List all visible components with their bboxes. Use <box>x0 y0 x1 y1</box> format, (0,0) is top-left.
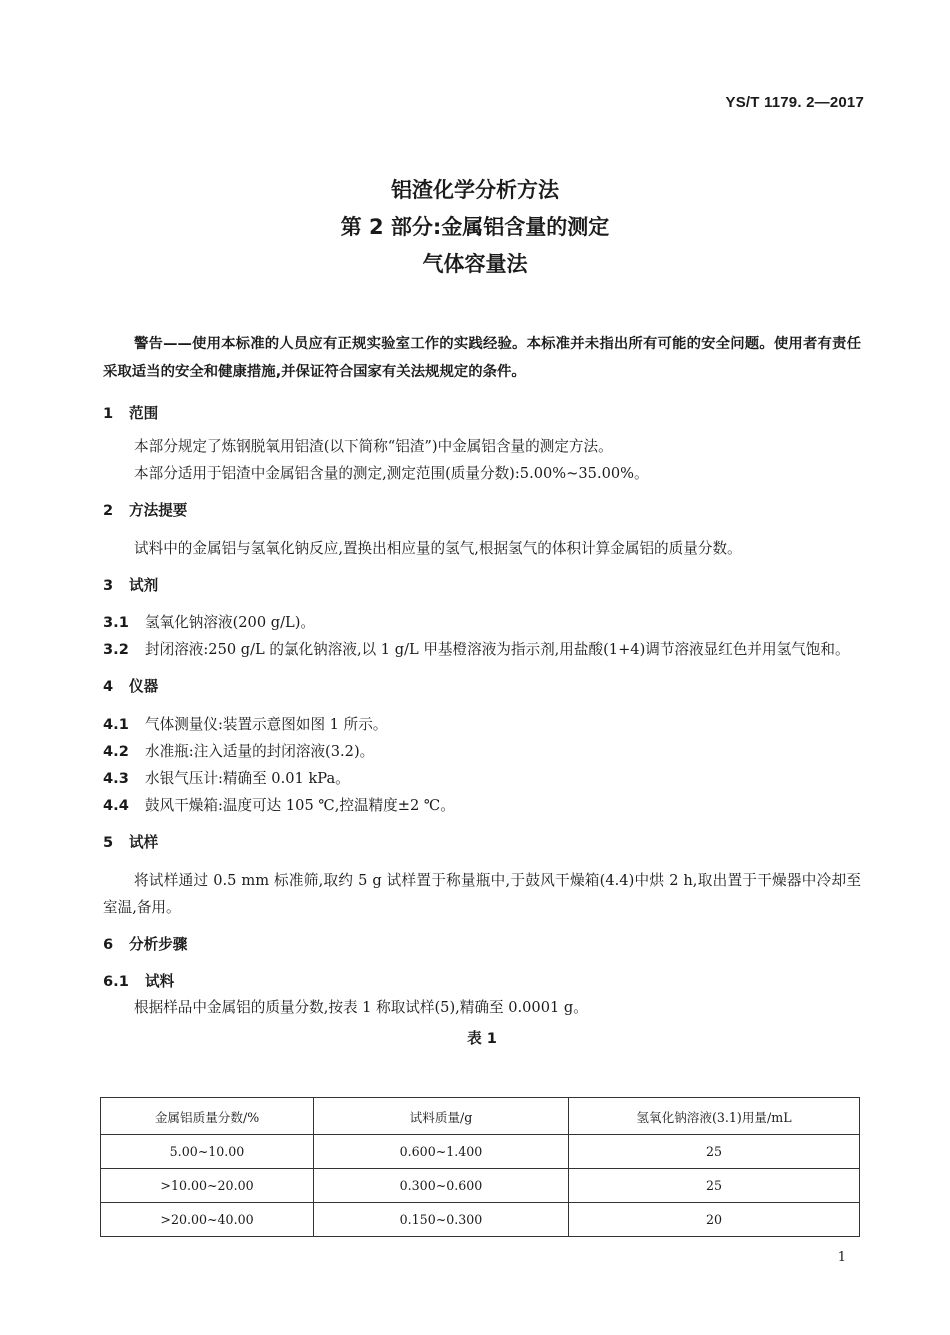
subsection-title: 试料 <box>145 973 175 990</box>
section-title: 分析步骤 <box>129 936 188 953</box>
item-4-3 <box>103 765 861 792</box>
subsection-number: 6.1 <box>103 973 129 990</box>
table-caption: 表 1 <box>467 1030 497 1047</box>
section-number: 4 <box>103 678 114 695</box>
item-3-2 <box>103 636 861 663</box>
item-4-2 <box>103 738 861 765</box>
table-cell: >10.00~20.00 <box>101 1169 314 1203</box>
table-cell: 0.150~0.300 <box>314 1203 569 1237</box>
standard-number: YS/T 1179. 2—2017 <box>725 94 864 111</box>
section-number: 1 <box>103 405 114 422</box>
item-number: 4.4 <box>103 797 129 814</box>
item-text: 水准瓶:注入适量的封闭溶液(3.2)。 <box>145 743 375 760</box>
section-1-paragraph-1: 本部分规定了炼钢脱氧用铝渣(以下简称“铝渣”)中金属铝含量的测定方法。 <box>134 438 613 455</box>
section-1-heading <box>103 404 861 424</box>
item-4-1 <box>103 711 861 738</box>
document-body <box>103 330 861 1048</box>
table-1 <box>100 1097 860 1237</box>
item-text: 封闭溶液:250 g/L 的氯化钠溶液,以 1 g/L 甲基橙溶液为指示剂,用盐酸(1+4)调节溶液显红色并用氢气饱和。 <box>145 641 850 658</box>
section-3-heading <box>103 576 861 596</box>
section-6-1-paragraph: 根据样品中金属铝的质量分数,按表 1 称取试样(5),精确至 0.0001 g。 <box>134 999 588 1016</box>
section-number: 6 <box>103 936 114 953</box>
section-4-heading <box>103 677 861 697</box>
page-number: 1 <box>837 1250 846 1265</box>
item-number: 3.1 <box>103 614 129 631</box>
table-cell: 20 <box>569 1203 860 1237</box>
item-text: 气体测量仪:装置示意图如图 1 所示。 <box>145 716 388 733</box>
header-cell: 金属铝质量分数/% <box>101 1098 314 1135</box>
section-6-heading <box>103 935 861 955</box>
item-text: 鼓风干燥箱:温度可达 105 ℃,控温精度±2 ℃。 <box>145 797 455 814</box>
table-cell: 25 <box>569 1169 860 1203</box>
item-number: 4.1 <box>103 716 129 733</box>
table-header-row <box>101 1098 860 1135</box>
section-5-paragraph: 将试样通过 0.5 mm 标准筛,取约 5 g 试样置于称量瓶中,于鼓风干燥箱(4.4)中烘 2 h,取出置于干燥器中冷却至室温,备用。 <box>103 872 861 916</box>
section-2-heading <box>103 501 861 521</box>
item-text: 氢氧化钠溶液(200 g/L)。 <box>145 614 315 631</box>
section-5-heading <box>103 833 861 853</box>
section-title: 方法提要 <box>129 502 188 519</box>
table-row <box>101 1135 860 1169</box>
title-line-3: 气体容量法 <box>422 252 528 276</box>
table-cell: 5.00~10.00 <box>101 1135 314 1169</box>
subsection-6-1-heading <box>103 972 861 992</box>
table-row <box>101 1169 860 1203</box>
header-cell: 氢氧化钠溶液(3.1)用量/mL <box>569 1098 860 1135</box>
section-number: 2 <box>103 502 114 519</box>
item-number: 4.2 <box>103 743 129 760</box>
section-title: 范围 <box>129 405 159 422</box>
table-cell: 0.300~0.600 <box>314 1169 569 1203</box>
item-number: 4.3 <box>103 770 129 787</box>
table-cell: 0.600~1.400 <box>314 1135 569 1169</box>
document-title <box>0 172 950 283</box>
header-cell: 试料质量/g <box>314 1098 569 1135</box>
warning-paragraph: 警告——使用本标准的人员应有正规实验室工作的实践经验。本标准并未指出所有可能的安全问题。使用者有责任采取适当的安全和健康措施,并保证符合国家有关法规规定的条件。 <box>103 336 861 380</box>
table-cell: 25 <box>569 1135 860 1169</box>
table-cell: >20.00~40.00 <box>101 1203 314 1237</box>
section-1-paragraph-2: 本部分适用于铝渣中金属铝含量的测定,测定范围(质量分数):5.00%~35.00%。 <box>134 465 649 482</box>
section-title: 试剂 <box>129 577 159 594</box>
title-line-1: 铝渣化学分析方法 <box>391 178 559 202</box>
item-4-4 <box>103 792 861 819</box>
section-title: 试样 <box>129 834 159 851</box>
item-3-1 <box>103 609 861 636</box>
item-text: 水银气压计:精确至 0.01 kPa。 <box>145 770 350 787</box>
title-line-2: 第 2 部分:金属铝含量的测定 <box>340 215 610 239</box>
section-title: 仪器 <box>129 678 159 695</box>
section-number: 3 <box>103 577 114 594</box>
table-row <box>101 1203 860 1237</box>
section-number: 5 <box>103 834 114 851</box>
section-2-paragraph: 试料中的金属铝与氢氧化钠反应,置换出相应量的氢气,根据氢气的体积计算金属铝的质量分数。 <box>134 540 742 557</box>
item-number: 3.2 <box>103 641 129 658</box>
